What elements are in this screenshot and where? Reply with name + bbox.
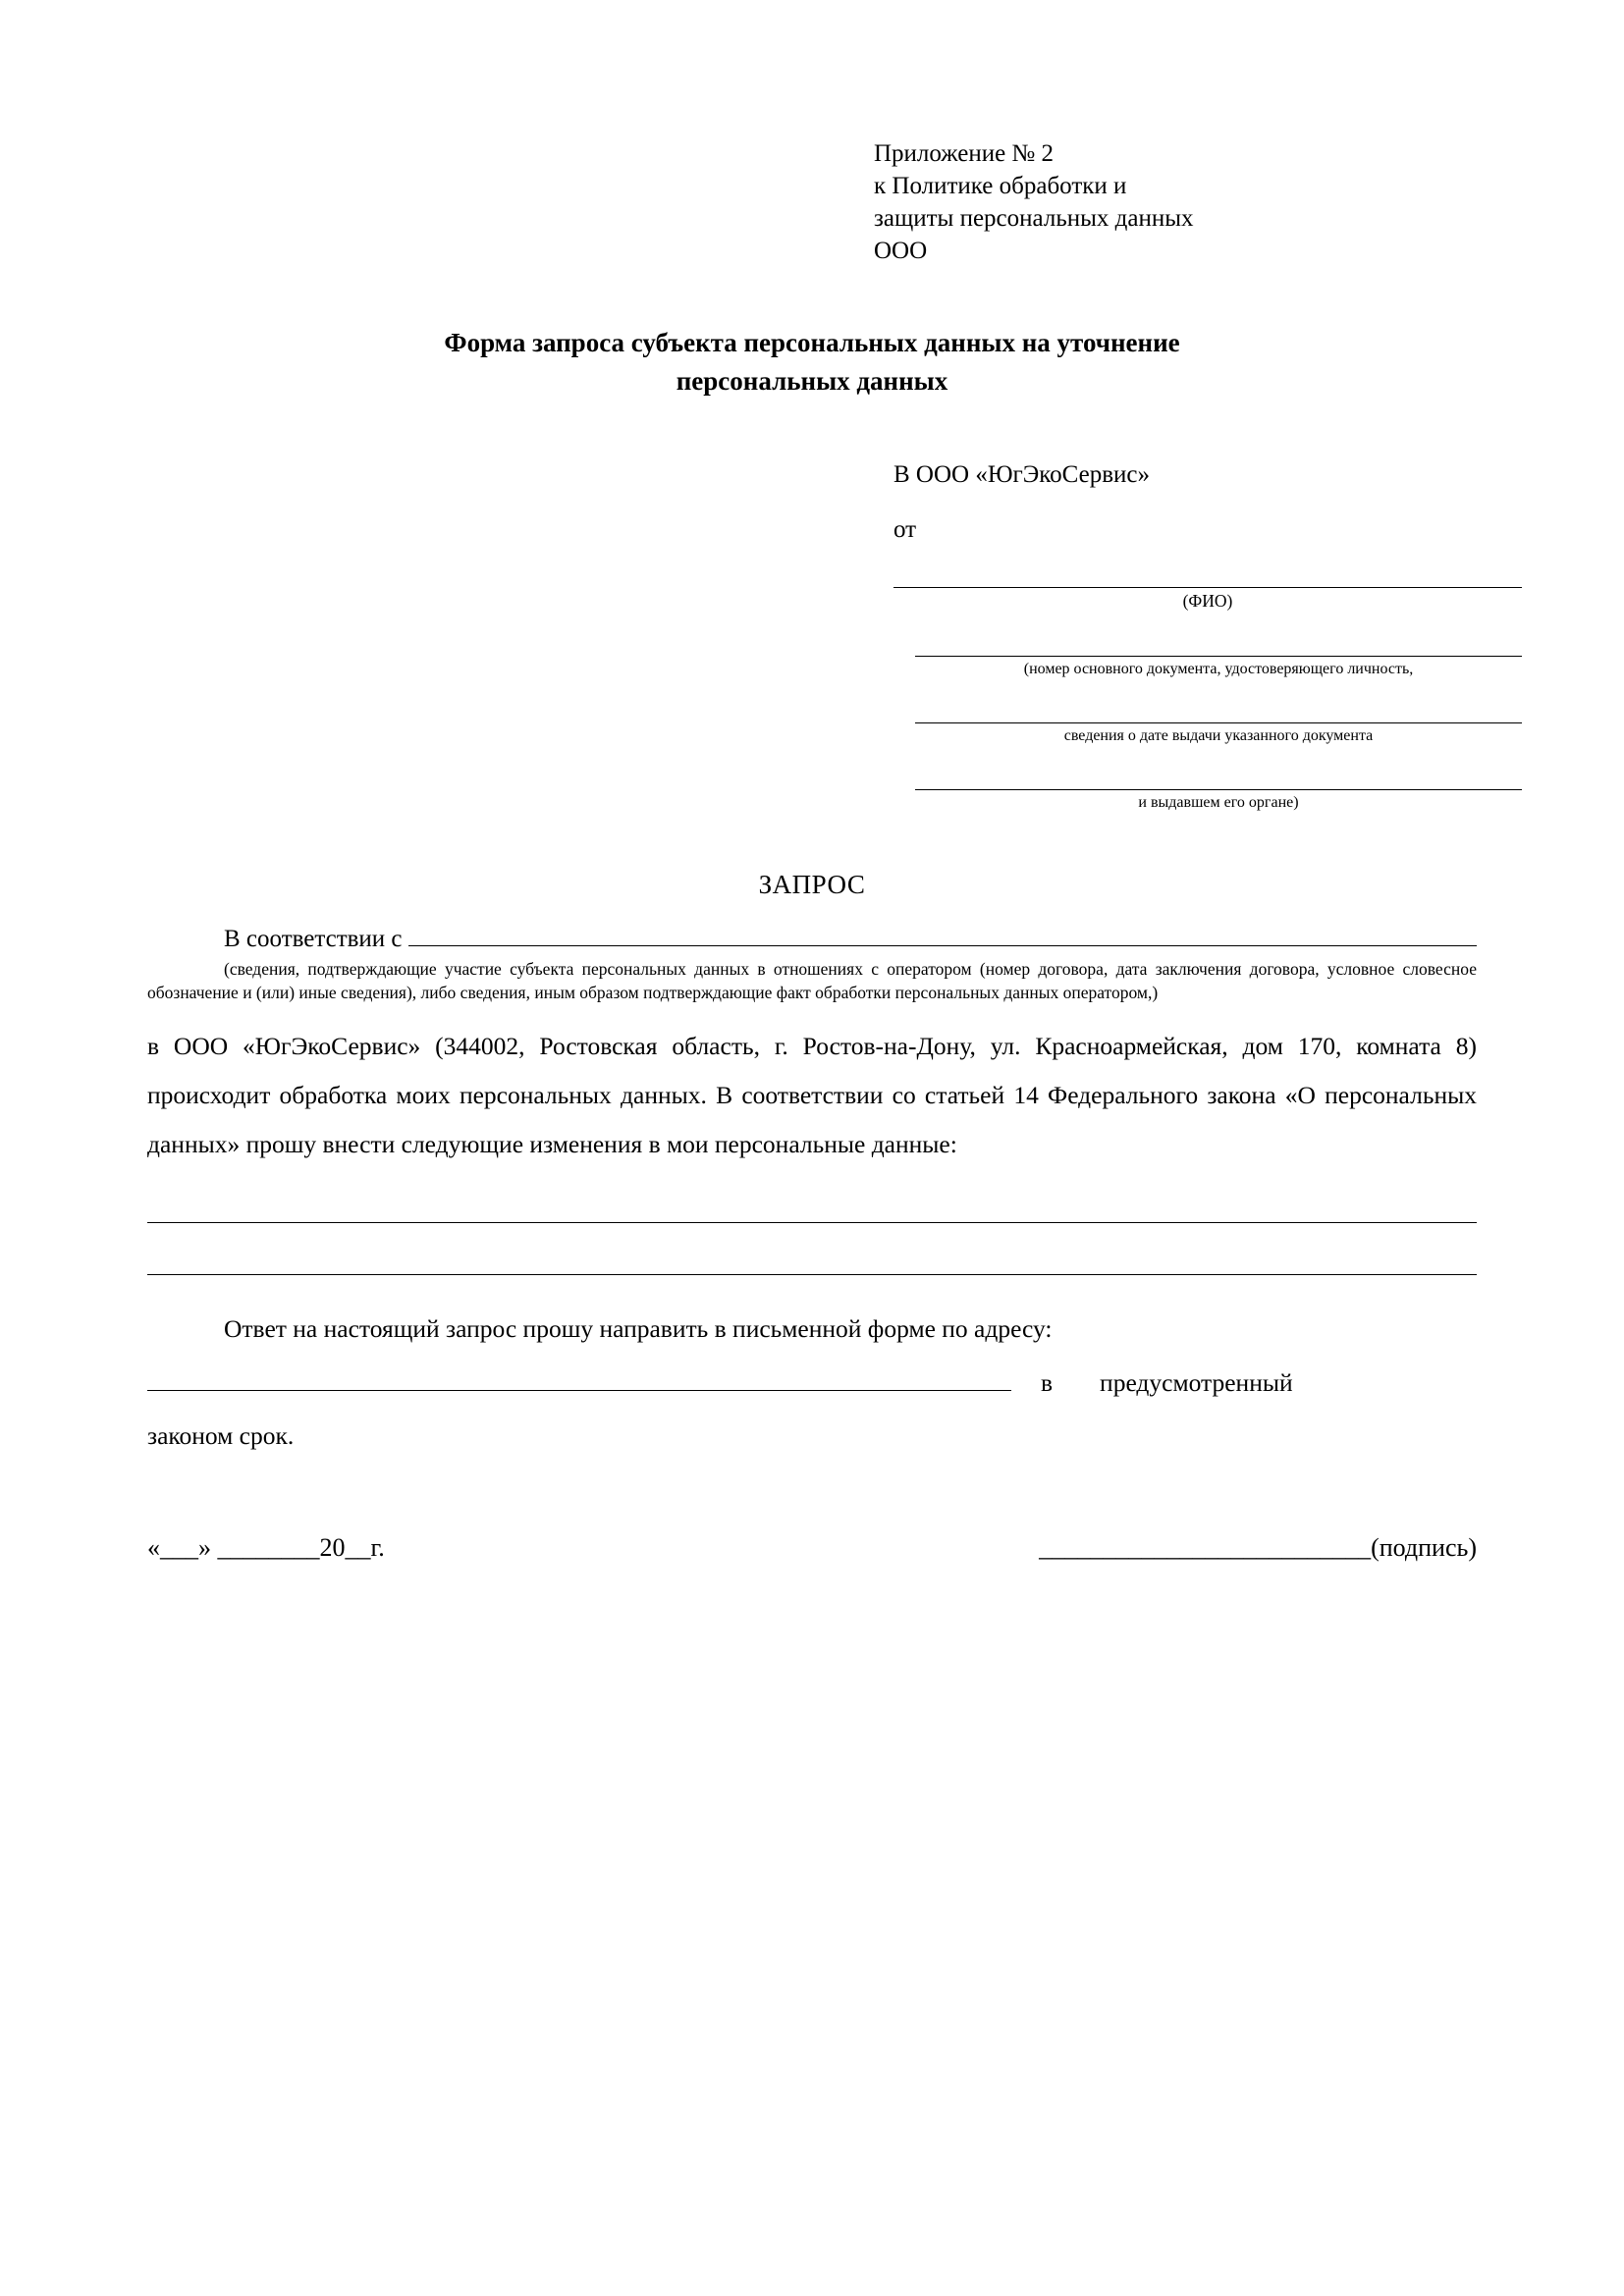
document-date-input-line[interactable]: [915, 697, 1522, 723]
document-number-input-line[interactable]: [915, 630, 1522, 657]
fio-caption: (ФИО): [1182, 591, 1233, 612]
addressee-organization: В ООО «ЮгЭкоСервис»: [893, 461, 1151, 489]
appendix-company: ООО: [874, 238, 928, 264]
fio-input-line[interactable]: [893, 561, 1522, 588]
in-accordance-note: [147, 957, 1477, 1004]
page-title-line2: персональных данных: [676, 366, 948, 397]
appendix-header: [874, 137, 1424, 267]
appendix-number: Приложение № 2: [874, 140, 1055, 167]
request-heading: ЗАПРОС: [758, 870, 866, 900]
in-accordance-label: В соответствии с: [224, 926, 403, 953]
answer-paragraph: Ответ на настоящий запрос прошу направить в письменной форме по адресу:: [224, 1313, 1053, 1343]
document-issuer-input-line[interactable]: [915, 764, 1522, 790]
addressee-block: [893, 461, 1522, 813]
appendix-policy-line1: к Политике обработки и: [874, 173, 1127, 199]
signature-date-field[interactable]: «___» ________20__г.: [147, 1533, 385, 1563]
page-title: [147, 324, 1477, 400]
addressee-from-label: от: [893, 516, 917, 544]
processing-paragraph: в ООО «ЮгЭкоСервис» (344002, Ростовская область, г. Ростов-на-Дону, ул. Красноармейская, дом 170, комната 8) происходит обработка моих персональных данных. В соответствии со статьей 14 Федерального закона «О персональных данных» прошу внести следующие изменения в мои персональные данные:: [147, 1032, 1477, 1158]
in-accordance-input-line[interactable]: [408, 926, 1477, 946]
page-title-line1: Форма запроса субъекта персональных данных на уточнение: [444, 328, 1180, 357]
signature-field[interactable]: __________________________(подпись): [1039, 1533, 1477, 1563]
changes-input-line-1[interactable]: [147, 1222, 1477, 1223]
signature-row: [147, 1533, 1477, 1563]
answer-last-line: законом срок.: [147, 1421, 295, 1451]
document-date-caption: сведения о дате выдачи указанного документа: [1063, 727, 1374, 745]
document-number-caption: (номер основного документа, удостоверяющего личность,: [1023, 661, 1414, 678]
changes-input-line-2[interactable]: [147, 1274, 1477, 1275]
answer-middle-word: в: [1041, 1368, 1054, 1398]
answer-address-row: [147, 1368, 1477, 1398]
answer-tail-word: предусмотренный: [1100, 1368, 1293, 1398]
in-accordance-note-text: (сведения, подтверждающие участие субъекта персональных данных в отношениях с оператором (номер договора, дата заключения договора, условное словесное обозначение и (или) иные сведения), либо сведения, иным образом подтверждающие факт обработки персональных данных оператором,): [147, 959, 1477, 1003]
answer-address-input-line[interactable]: [147, 1370, 1011, 1391]
appendix-policy-line2: защиты персональных данных: [874, 205, 1194, 232]
in-accordance-row: [147, 926, 1477, 953]
document-issuer-caption: и выдавшем его органе): [1138, 794, 1299, 812]
